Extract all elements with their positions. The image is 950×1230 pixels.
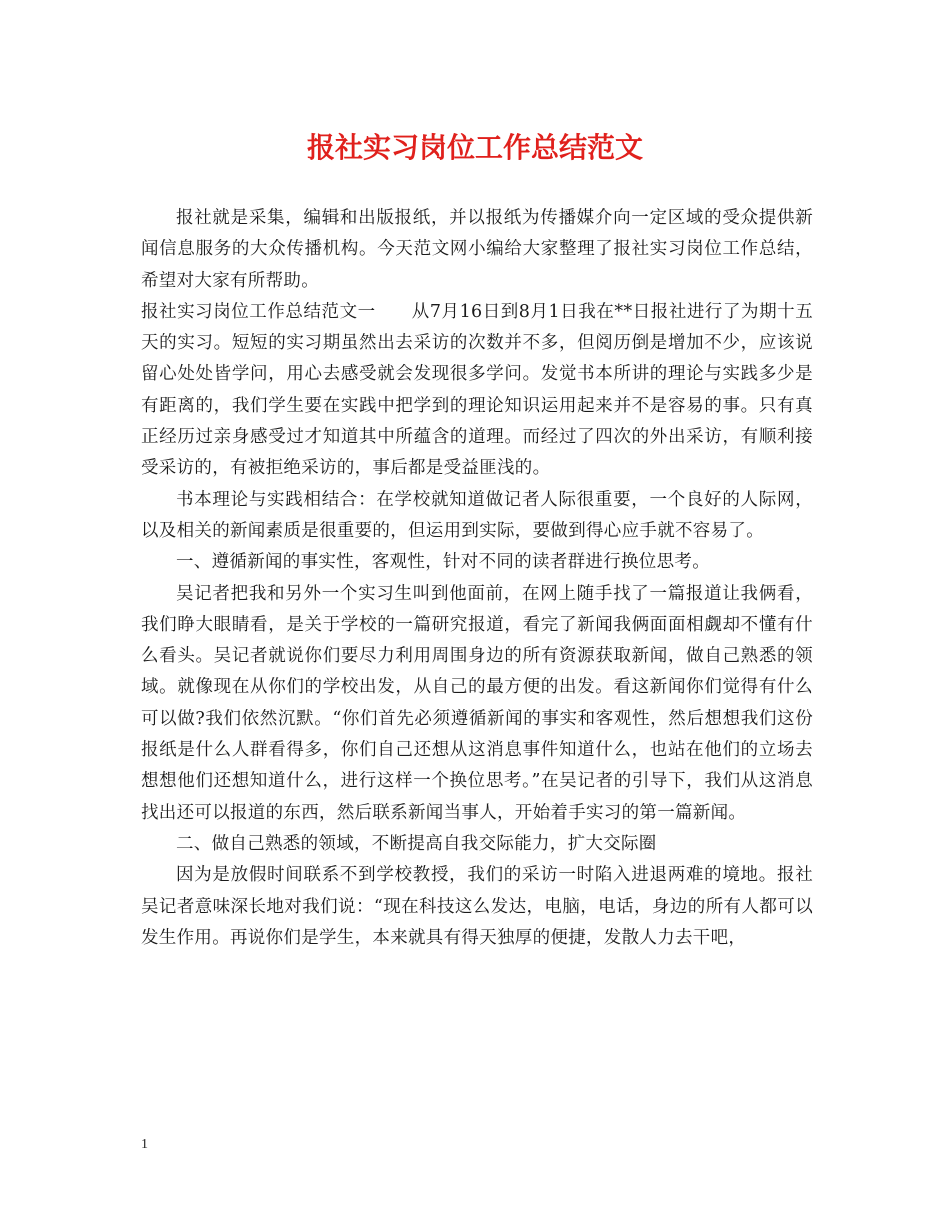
section-heading-one: 一、遵循新闻的事实性，客观性，针对不同的读者群进行换位思考。 — [176, 552, 710, 573]
paragraph-reporter-wu: 吴记者把我和另外一个实习生叫到他面前，在网上随手找了一篇报道让我俩看，我们睁大眼睛看，是关于学校的一篇研究报道，看完了新闻我俩面面相觑却不懂有什么看头。吴记者就说你们要尽力利用周围身边的所有资源获取新闻，做自己熟悉的领域。就像现在从你们的学校出发，从自己的最方便的出发。看这新闻你们觉得有什么可以做?我们依然沉默。“你们首先必须遵循新闻的事实和客观性，然后想想我们这份报纸是什么人群看得多，你们自己还想从这消息事件知道什么，也站在他们的立场去想想他们还想知道什么，进行这样一个换位思考。”在吴记者的引导下，我们从这消息找出还可以报道的东西，然后联系新闻当事人，开始着手实习的第一篇新闻。 — [141, 583, 813, 823]
paragraph-theory-practice: 书本理论与实践相结合：在学校就知道做记者人际很重要，一个良好的人际网，以及相关的新闻素质是很重要的，但运用到实际，要做到得心应手就不容易了。 — [141, 489, 813, 541]
section-heading-two: 二、做自己熟悉的领域，不断提高自我交际能力，扩大交际圈 — [176, 833, 657, 854]
paragraph-holiday-interview: 因为是放假时间联系不到学校教授，我们的采访一时陷入进退两难的境地。报社吴记者意味深长地对我们说：“现在科技这么发达，电脑，电话，身边的所有人都可以发生作用。再说你们是学生，本来就具有得天独厚的便捷，发散人力去干吧， — [141, 865, 813, 948]
document-title: 报社实习岗位工作总结范文 — [306, 131, 643, 164]
page-number: 1 — [141, 1137, 148, 1152]
document-body — [141, 203, 813, 954]
paragraph-sample-one: 报社实习岗位工作总结范文一 从7月16日到8月1日我在**日报社进行了为期十五天的实习。短短的实习期虽然出去采访的次数并不多，但阅历倒是增加不少，应该说留心处处皆学问，用心去感受就会发现很多学问。发觉书本所讲的理论与实践多少是有距离的，我们学生要在实践中把学到的理论知识运用起来并不是容易的事。只有真正经历过亲身感受过才知道其中所蕴含的道理。而经过了四次的外出采访，有顺利接受采访的，有被拒绝采访的，事后都是受益匪浅的。 — [141, 301, 813, 479]
paragraph-intro: 报社就是采集，编辑和出版报纸，并以报纸为传播媒介向一定区域的受众提供新闻信息服务的大众传播机构。今天范文网小编给大家整理了报社实习岗位工作总结，希望对大家有所帮助。 — [141, 208, 813, 291]
